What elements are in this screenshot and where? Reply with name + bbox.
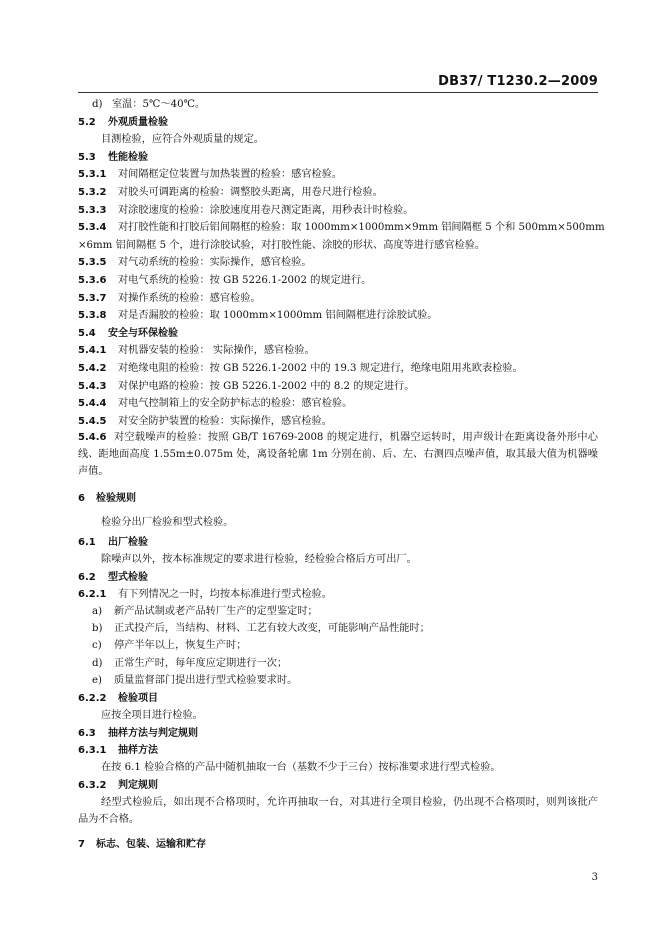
clause-text: 目测检验，应符合外观质量的规定。	[101, 134, 264, 146]
clause-heading: 性能检验	[108, 151, 148, 163]
clause-6-3-2-number: 6.3.2	[78, 780, 107, 791]
clause-number: 5.3.5	[78, 257, 107, 269]
clause-number: 5.3.1	[78, 169, 107, 181]
clause-number: d)	[92, 99, 103, 110]
clause-number: 5.3.8	[78, 310, 107, 322]
list-item: 质量监督部门提出进行型式检验要求时。	[114, 674, 298, 686]
clause-number: 5.4.3	[78, 380, 107, 392]
list-item: 正式投产后，当结构、材料、工艺有较大改变，可能影响产品性能时；	[114, 623, 430, 635]
clause-text: 对胶头可调距离的检验：调整胶头距离，用卷尺进行检验。	[118, 187, 383, 198]
clause-text: 对涂胶速度的检验：涂胶速度用卷尺测定距离，用秒表计时检验。	[118, 204, 414, 216]
clause-6-2-1-text: 有下列情况之一时，均按本标准进行型式检验。	[118, 589, 332, 600]
clause-heading: 安全与环保检验	[108, 327, 178, 339]
clause-6-2-title: 型式检验	[108, 572, 148, 583]
clause-number: 5.3.6	[78, 275, 107, 286]
clause-number: 5.4.5	[78, 415, 107, 427]
clause-text: 对机器安装的检验： 实际操作，感官检验。	[118, 345, 315, 357]
clause-6-3-1-text: 在按 6.1 检验合格的产品中随机抽取一台（基数不少于三台）按标准要求进行型式检验。	[101, 762, 501, 773]
clause-text: 对气动系统的检验：实际操作，感官检验。	[118, 257, 312, 269]
page-number: 3	[591, 872, 598, 883]
clause-6-1-number: 6.1	[78, 537, 96, 548]
clause-6-2-1-number: 6.2.1	[78, 589, 107, 600]
clause-text: 对操作系统的检验：感官检验。	[118, 292, 261, 304]
section-7-number: 7	[78, 839, 85, 850]
clause-6-2-2-title: 检验项目	[118, 693, 158, 704]
section-6-number: 6	[78, 493, 85, 504]
list-item-label: c)	[92, 640, 102, 652]
clause-number: 5.4.4	[78, 398, 107, 410]
clause-6-3-1-number: 6.3.1	[78, 745, 107, 756]
clause-text: 对安全防护装置的检验：实际操作，感官检验。	[118, 415, 332, 427]
clause-6-1-text: 除噪声以外，按本标准规定的要求进行检验，经检验合格后方可出厂。	[101, 554, 417, 565]
clause-number: 5.4.1	[78, 345, 107, 357]
clause-number: 5.3	[78, 151, 96, 163]
clause-number: 5.3.3	[78, 204, 107, 216]
clause-number: 5.3.4	[78, 222, 107, 234]
clause-text: 对保护电路的检验：按 GB 5226.1-2002 中的 8.2 的规定进行。	[118, 380, 415, 392]
list-item-label: d)	[92, 657, 103, 669]
list-item-label: e)	[92, 674, 103, 686]
clause-6-3-number: 6.3	[78, 728, 96, 739]
clause-number: 5.3.2	[78, 187, 107, 198]
clause-6-2-2-number: 6.2.2	[78, 693, 107, 704]
clause-text: 对绝缘电阻的检验：按 GB 5226.1-2002 中的 19.3 规定进行，绝缘电阻用兆欧表检验。	[118, 363, 523, 374]
document-code: DB37/ T1230.2—2009	[438, 74, 598, 89]
clause-text: 室温：5℃～40℃。	[112, 99, 206, 110]
clause-number: 5.3.7	[78, 292, 107, 304]
section-7-title: 标志、包装、运输和贮存	[96, 839, 206, 850]
clause-text: 对电气控制箱上的安全防护标志的检验：感官检验。	[118, 398, 353, 410]
clause-number: 5.4.2	[78, 363, 107, 374]
list-item-label: a)	[92, 606, 103, 617]
clause-heading: 外观质量检验	[108, 116, 168, 128]
list-item: 停产半年以上，恢复生产时；	[114, 640, 247, 652]
clause-text: 对是否漏胶的检验：取 1000mm×1000mm 铝间隔框进行涂胶试验。	[118, 310, 438, 322]
header-rule	[78, 92, 598, 93]
clause-6-2-2-text: 应按全项目进行检验。	[101, 710, 203, 721]
clause-6-3-1-title: 抽样方法	[118, 745, 158, 756]
clause-6-1-title: 出厂检验	[108, 537, 148, 548]
clause-6-2-number: 6.2	[78, 572, 96, 583]
clause-number: 5.4	[78, 327, 96, 339]
clause-text: 对间隔框定位装置与加热装置的检验：感官检验。	[118, 169, 343, 181]
clause-6-3-2-text: 经型式检验后，如出现不合格项时，允许再抽取一台，对其进行全项目检验，仍出现不合格项时，则判该批产品为不合格。	[78, 797, 598, 825]
list-item-label: b)	[92, 623, 103, 635]
section-6-title: 检验规则	[96, 493, 136, 504]
clause-number: 5.2	[78, 116, 96, 128]
clause-6-3-title: 抽样方法与判定规则	[108, 728, 198, 739]
clause-6-3-2-title: 判定规则	[118, 780, 158, 791]
list-item: 正常生产时，每年度应定期进行一次；	[114, 657, 288, 669]
list-item: 新产品试制或老产品转厂生产的定型鉴定时；	[114, 606, 318, 617]
clause-text: 对空载噪声的检验：按照 GB/T 16769-2008 的规定进行，机器空运转时，用声级计在距离设备外形中心线、距地面高度 1.55m±0.075m 处，离设备轮廓 1m 分别在前、后、左、右测四点噪声值，取其最大值为机器噪声值。	[78, 432, 598, 477]
clause-text: ×6mm 铝间隔框 5 个，进行涂胶试验，对打胶性能、涂胶的形状、高度等进行感官检验。	[78, 239, 486, 251]
section-6-intro: 检验分出厂检验和型式检验。	[101, 517, 234, 528]
clause-number: 5.4.6	[78, 432, 107, 443]
clause-text: 对打胶性能和打胶后铝间隔框的检验：取 1000mm×1000mm×9mm 铝间隔框 5 个和 500mm×500mm	[118, 222, 605, 234]
clause-text: 对电气系统的检验：按 GB 5226.1-2002 的规定进行。	[118, 275, 372, 286]
